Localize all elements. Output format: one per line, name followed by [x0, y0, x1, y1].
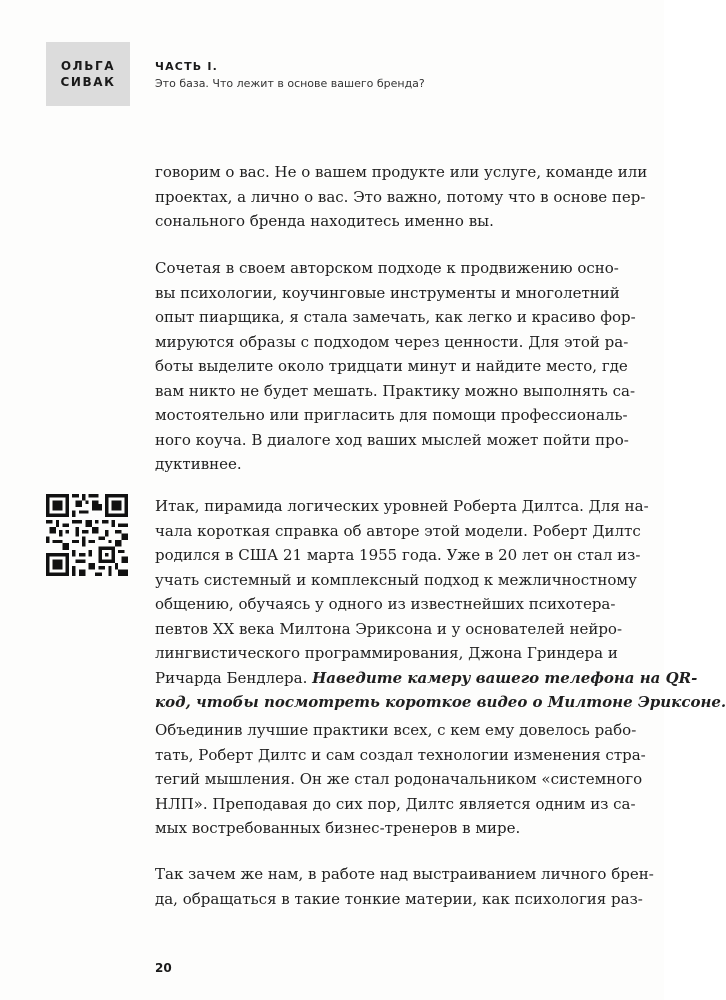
text-line: Итак, пирамида логических уровней Роберта Дилтса. Для на-: [155, 497, 649, 515]
text-line: певтов XX века Милтона Эриксона и у основателей нейро-: [155, 619, 623, 638]
text-fragment: Ричарда Бендлера.: [155, 668, 313, 687]
text-line: вы психологии, коучинговые инструменты и многолетний: [155, 283, 620, 302]
text-line: дуктивнее.: [155, 455, 242, 473]
qr-code-icon: [46, 494, 128, 576]
text-line: тать, Роберт Дилтс и сам создал технологии изменения стра-: [155, 745, 646, 764]
qr-instruction-continued: код, чтобы посмотреть короткое видео о Милтоне Эриксоне.: [155, 693, 726, 711]
text-line: лингвистического программирования, Джона Гриндера и: [155, 644, 618, 662]
text-line: сонального бренда находитесь именно вы.: [155, 212, 494, 230]
paragraph-1: [155, 160, 648, 234]
qr-instruction: Наведите камеру вашего телефона на QR-: [312, 668, 698, 687]
paragraph-3: [155, 494, 726, 715]
author-block: [46, 42, 130, 106]
text-line: тегий мышления. Он же стал родоначальником «системного: [155, 770, 643, 788]
text-line: [155, 666, 698, 691]
text-line: боты выделите около тридцати минут и найдите место, где: [155, 357, 628, 375]
chapter-part: ЧАСТЬ I.: [155, 60, 219, 73]
text-line: да, обращаться в такие тонкие материи, как психология раз-: [155, 889, 643, 908]
text-line: Сочетая в своем авторском подходе к продвижению осно-: [155, 259, 619, 277]
text-line: НЛП». Преподавая до сих пор, Дилтс является одним из са-: [155, 794, 636, 813]
text-line: мируются образы с подходом через ценности. Для этой ра-: [155, 332, 629, 351]
author-first-name: ОЛЬГА: [60, 59, 116, 73]
text-line: Так зачем же нам, в работе над выстраиванием личного брен-: [155, 865, 654, 883]
text-line: опыт пиарщика, я стала замечать, как легко и красиво фор-: [155, 308, 636, 326]
text-line: Объединив лучшие практики всех, с кем ему довелось рабо-: [155, 721, 637, 739]
text-line: говорим о вас. Не о вашем продукте или услуге, команде или: [155, 163, 648, 181]
chapter-subtitle: Это база. Что лежит в основе вашего бренда?: [155, 77, 425, 90]
paragraph-2: [155, 256, 636, 477]
paragraph-5: [155, 862, 654, 911]
text-line: общению, обучаясь у одного из известнейших психотера-: [155, 595, 616, 613]
text-line: мых востребованных бизнес-тренеров в мире.: [155, 819, 521, 837]
text-line: ного коуча. В диалоге ход ваших мыслей может пойти про-: [155, 430, 629, 449]
author-last-name: СИВАК: [60, 75, 116, 89]
text-line: родился в США 21 марта 1955 года. Уже в 20 лет он стал из-: [155, 546, 641, 564]
text-line: проектах, а лично о вас. Это важно, потому что в основе пер-: [155, 187, 646, 206]
text-line: учать системный и комплексный подход к межличностному: [155, 570, 637, 589]
text-line: [155, 690, 726, 715]
text-line: мостоятельно или пригласить для помощи профессиональ-: [155, 406, 628, 424]
paragraph-4: [155, 718, 646, 841]
text-line: чала короткая справка об авторе этой модели. Роберт Дилтс: [155, 521, 641, 540]
page-number: 20: [155, 961, 172, 975]
text-line: вам никто не будет мешать. Практику можно выполнять са-: [155, 381, 636, 400]
